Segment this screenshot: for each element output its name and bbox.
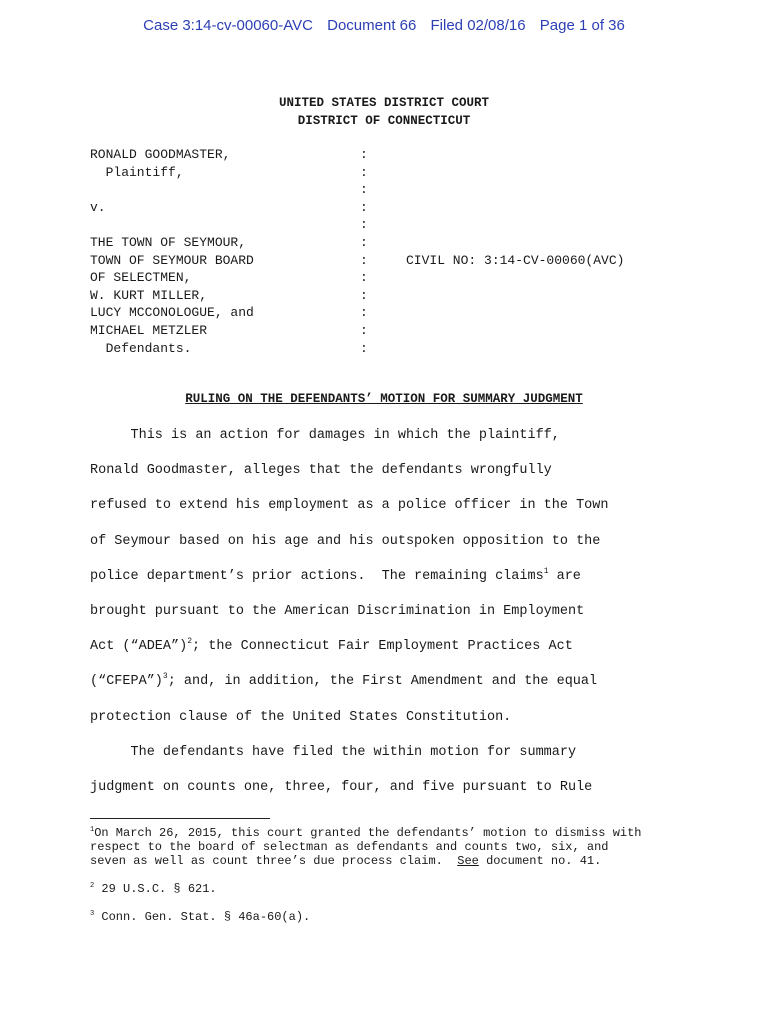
caption-case-number: CIVIL NO: 3:14-CV-00060(AVC) [406,252,625,268]
caption-colon: : [360,270,368,286]
body-line: The defendants have filed the within motion for summary [90,744,577,760]
body-line: Act (“ADEA”)$^2$; the Connecticut Fair Employment Practices Act [90,637,573,655]
footnote-1: $^1$On March 26, 2015, this court granted the defendants’ motion to dismiss with respect to the board of selectman as defendants and counts two, six, and seven as well as count three’s due process claim. See document no. 41. [90,826,642,868]
body-line: judgment on counts one, three, four, and five pursuant to Rule [90,779,593,795]
caption-colon: : [360,182,368,198]
caption-row [90,234,624,252]
footnote-ref-1: 1 [543,566,549,576]
caption-row [90,287,624,305]
caption-colon: : [360,252,368,268]
case-caption [90,146,624,357]
body-line: protection clause of the United States Constitution. [90,709,512,725]
caption-row [90,164,624,182]
court-heading [0,94,768,130]
court-district: DISTRICT OF CONNECTICUT [297,114,471,128]
caption-party: TOWN OF SEYMOUR BOARD [90,252,254,268]
caption-row [90,340,624,358]
caption-row [90,252,624,270]
body-line: (“CFEPA”)$^3$; and, in addition, the First Amendment and the equal [90,672,598,690]
caption-colon: : [360,234,368,250]
caption-party: Plaintiff, [90,164,184,180]
caption-row [90,199,624,217]
ruling-title: RULING ON THE DEFENDANTS’ MOTION FOR SUMMARY JUDGMENT [185,392,583,406]
body-line: refused to extend his employment as a police officer in the Town [90,498,609,514]
ecf-header-stamp [0,17,768,34]
ruling-body [90,423,680,810]
caption-row [90,181,624,199]
body-line: This is an action for damages in which the plaintiff, [90,428,560,443]
caption-party: RONALD GOODMASTER, [90,147,231,162]
case-number: Case 3:14-cv-00060-AVC [143,17,313,34]
footnote-ref-2: 2 [187,637,193,647]
page-indicator: Page 1 of 36 [539,17,625,34]
body-line: Ronald Goodmaster, alleges that the defendants wrongfully [90,463,552,479]
caption-party: Defendants. [90,340,192,356]
footnotes [90,826,690,938]
footnote-2: $^2$ 29 U.S.C. § 621. [90,882,217,896]
signal-see: See [457,854,479,868]
caption-party: v. [90,199,106,215]
caption-row [90,304,624,322]
caption-colon: : [360,287,368,303]
filed-date: Filed 02/08/16 [430,17,526,34]
footnote-3: $^3$ Conn. Gen. Stat. § 46a-60(a). [90,910,311,924]
court-name: UNITED STATES DISTRICT COURT [278,96,490,110]
caption-party: THE TOWN OF SEYMOUR, [90,234,247,250]
footnote-ref-3: 3 [162,672,168,682]
caption-colon: : [360,322,368,338]
footnote-divider [90,818,270,819]
caption-colon: : [360,164,368,180]
caption-party: OF SELECTMEN, [90,270,192,286]
caption-colon: : [360,305,368,321]
body-line: police department’s prior actions. The remaining claims$^1$ are [90,566,581,584]
caption-party [90,216,360,234]
caption-row [90,322,624,340]
caption-colon: : [360,199,368,215]
caption-colon: : [360,147,368,162]
caption-row [90,269,624,287]
body-line: brought pursuant to the American Discrimination in Employment [90,603,585,619]
caption-row [90,216,624,234]
caption-party [90,181,360,199]
caption-row [90,146,624,164]
body-line: of Seymour based on his age and his outspoken opposition to the [90,533,601,549]
caption-colon: : [360,340,368,356]
caption-party: LUCY MCCONOLOGUE, and [90,305,254,321]
caption-party: W. KURT MILLER, [90,287,208,303]
document-number: Document 66 [327,17,417,34]
caption-colon: : [360,217,368,233]
caption-party: MICHAEL METZLER [90,322,208,338]
